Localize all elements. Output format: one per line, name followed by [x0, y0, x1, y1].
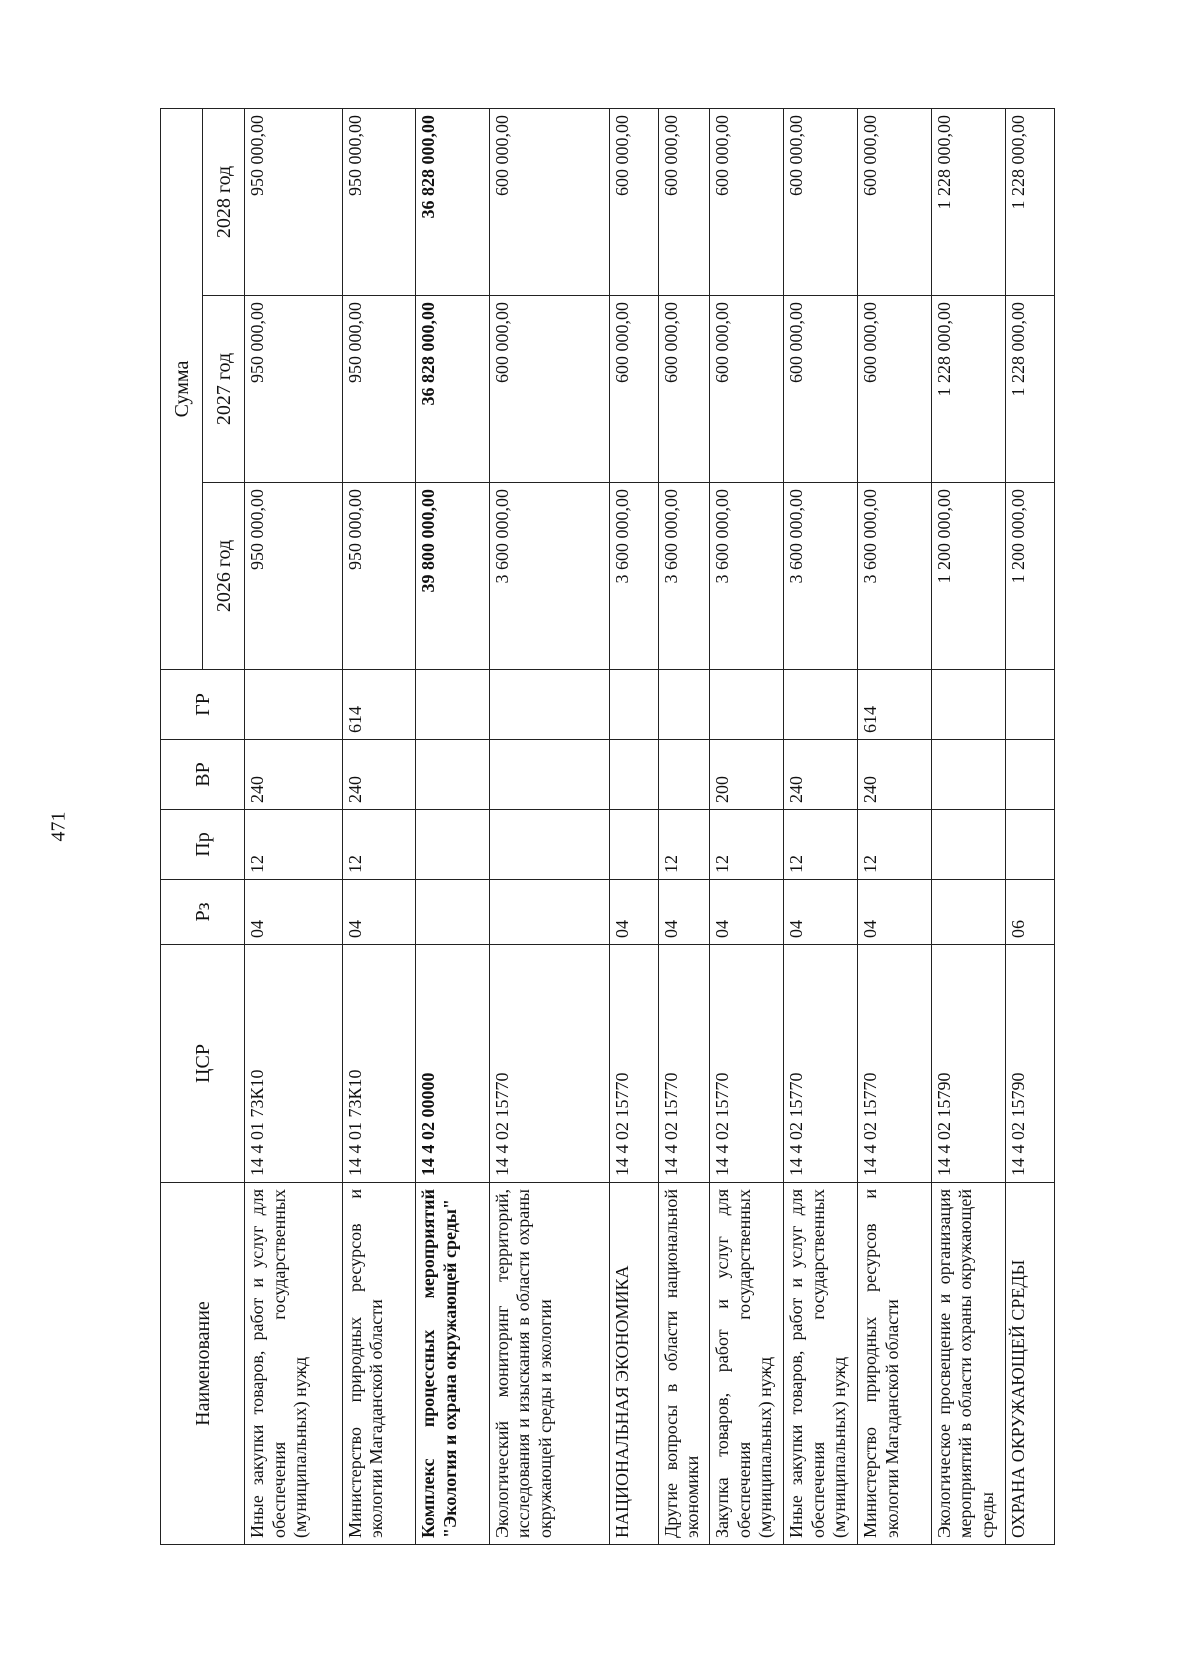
cell-y2026: 950 000,00: [342, 483, 415, 670]
table-row: [1006, 108, 1055, 1544]
cell-name: НАЦИОНАЛЬНАЯ ЭКОНОМИКА: [609, 1183, 658, 1545]
cell-csr: 14 4 02 15790: [1006, 945, 1055, 1183]
cell-y2026: 3 600 000,00: [858, 483, 931, 670]
cell-pr: [489, 810, 609, 880]
header-2028: 2028 год: [203, 108, 245, 295]
cell-name: Комплекс процессных мероприятий "Экология и охрана окружающей среды": [416, 1183, 489, 1545]
cell-y2026: 3 600 000,00: [609, 483, 658, 670]
cell-csr: 14 4 01 73К10: [342, 945, 415, 1183]
cell-vr: 240: [245, 740, 343, 810]
cell-vr: 240: [342, 740, 415, 810]
cell-y2028: 600 000,00: [858, 108, 931, 295]
cell-vr: [1006, 740, 1055, 810]
cell-rz: 04: [658, 880, 709, 945]
cell-y2027: 600 000,00: [784, 296, 858, 483]
cell-pr: [1006, 810, 1055, 880]
header-name: Наименование: [161, 1183, 245, 1545]
cell-rz: 04: [709, 880, 783, 945]
cell-name: Министерство природных ресурсов и экологии Магаданской области: [342, 1183, 415, 1545]
cell-vr: 200: [709, 740, 783, 810]
rotated-table-container: [160, 110, 1055, 1545]
cell-pr: 12: [245, 810, 343, 880]
cell-y2026: 3 600 000,00: [709, 483, 783, 670]
cell-csr: 14 4 02 15770: [489, 945, 609, 1183]
header-gr: ГР: [161, 670, 245, 740]
cell-gr: [658, 670, 709, 740]
cell-name: Министерство природных ресурсов и экологии Магаданской области: [858, 1183, 931, 1545]
cell-rz: [489, 880, 609, 945]
cell-rz: 04: [342, 880, 415, 945]
cell-y2027: 950 000,00: [342, 296, 415, 483]
cell-y2028: 600 000,00: [658, 108, 709, 295]
cell-y2028: 950 000,00: [342, 108, 415, 295]
cell-y2026: 39 800 000,00: [416, 483, 489, 670]
cell-rz: 04: [609, 880, 658, 945]
cell-y2027: 600 000,00: [609, 296, 658, 483]
cell-csr: 14 4 02 15770: [858, 945, 931, 1183]
cell-pr: 12: [658, 810, 709, 880]
cell-gr: 614: [858, 670, 931, 740]
cell-vr: [931, 740, 1005, 810]
cell-csr: 14 4 02 15770: [609, 945, 658, 1183]
cell-name: Экологическое просвещение и организация мероприятий в области охраны окружающей среды: [931, 1183, 1005, 1545]
cell-pr: 12: [342, 810, 415, 880]
page-number: 471: [47, 811, 70, 842]
cell-rz: 04: [245, 880, 343, 945]
table-row: [658, 108, 709, 1544]
cell-vr: [658, 740, 709, 810]
cell-y2026: 1 200 000,00: [931, 483, 1005, 670]
cell-y2026: 950 000,00: [245, 483, 343, 670]
cell-rz: [931, 880, 1005, 945]
cell-y2027: 950 000,00: [245, 296, 343, 483]
cell-y2028: 600 000,00: [709, 108, 783, 295]
budget-table: [160, 108, 1055, 1545]
cell-pr: 12: [784, 810, 858, 880]
cell-csr: 14 4 02 15770: [709, 945, 783, 1183]
cell-name: Другие вопросы в области национальной экономики: [658, 1183, 709, 1545]
cell-gr: [931, 670, 1005, 740]
cell-gr: [784, 670, 858, 740]
cell-y2027: 36 828 000,00: [416, 296, 489, 483]
cell-gr: [489, 670, 609, 740]
cell-csr: 14 4 01 73К10: [245, 945, 343, 1183]
cell-y2028: 950 000,00: [245, 108, 343, 295]
cell-name: Экологический мониторинг территорий, исследования и изыскания в области охраны окружающей среды и экологии: [489, 1183, 609, 1545]
cell-rz: [416, 880, 489, 945]
cell-vr: [489, 740, 609, 810]
cell-y2027: 600 000,00: [658, 296, 709, 483]
header-rz: Рз: [161, 880, 245, 945]
table-row: [784, 108, 858, 1544]
cell-y2026: 3 600 000,00: [489, 483, 609, 670]
cell-y2027: 600 000,00: [489, 296, 609, 483]
cell-y2028: 600 000,00: [609, 108, 658, 295]
table-row: [709, 108, 783, 1544]
cell-y2027: 1 228 000,00: [931, 296, 1005, 483]
header-pr: Пр: [161, 810, 245, 880]
header-csr: ЦСР: [161, 945, 245, 1183]
table-row: [609, 108, 658, 1544]
cell-y2026: 3 600 000,00: [784, 483, 858, 670]
cell-pr: 12: [709, 810, 783, 880]
header-2027: 2027 год: [203, 296, 245, 483]
cell-pr: 12: [858, 810, 931, 880]
cell-csr: 14 4 02 15790: [931, 945, 1005, 1183]
cell-name: Закупка товаров, работ и услуг для обеспечения государственных (муниципальных) нужд: [709, 1183, 783, 1545]
cell-y2028: 1 228 000,00: [1006, 108, 1055, 295]
cell-vr: [416, 740, 489, 810]
cell-y2027: 600 000,00: [858, 296, 931, 483]
cell-y2028: 600 000,00: [784, 108, 858, 295]
cell-y2026: 1 200 000,00: [1006, 483, 1055, 670]
table-row: [416, 108, 489, 1544]
cell-rz: 04: [858, 880, 931, 945]
table-row: [931, 108, 1005, 1544]
cell-gr: [245, 670, 343, 740]
cell-y2027: 1 228 000,00: [1006, 296, 1055, 483]
table-row: [489, 108, 609, 1544]
cell-csr: 14 4 02 15770: [658, 945, 709, 1183]
cell-gr: [1006, 670, 1055, 740]
cell-vr: 240: [858, 740, 931, 810]
cell-name: Иные закупки товаров, работ и услуг для обеспечения государственных (муниципальных) нужд: [784, 1183, 858, 1545]
cell-gr: [416, 670, 489, 740]
cell-y2026: 3 600 000,00: [658, 483, 709, 670]
cell-pr: [609, 810, 658, 880]
cell-vr: 240: [784, 740, 858, 810]
cell-gr: [609, 670, 658, 740]
cell-pr: [416, 810, 489, 880]
table-row: [245, 108, 343, 1544]
cell-vr: [609, 740, 658, 810]
cell-csr: 14 4 02 00000: [416, 945, 489, 1183]
table-row: [342, 108, 415, 1544]
cell-y2028: 1 228 000,00: [931, 108, 1005, 295]
cell-gr: 614: [342, 670, 415, 740]
cell-csr: 14 4 02 15770: [784, 945, 858, 1183]
cell-gr: [709, 670, 783, 740]
cell-y2027: 600 000,00: [709, 296, 783, 483]
cell-name: Иные закупки товаров, работ и услуг для обеспечения государственных (муниципальных) нужд: [245, 1183, 343, 1545]
table-row: [858, 108, 931, 1544]
cell-name: ОХРАНА ОКРУЖАЮЩЕЙ СРЕДЫ: [1006, 1183, 1055, 1545]
header-vr: ВР: [161, 740, 245, 810]
cell-rz: 04: [784, 880, 858, 945]
header-sum: Сумма: [161, 108, 203, 669]
cell-y2028: 600 000,00: [489, 108, 609, 295]
cell-y2028: 36 828 000,00: [416, 108, 489, 295]
header-2026: 2026 год: [203, 483, 245, 670]
cell-pr: [931, 810, 1005, 880]
cell-rz: 06: [1006, 880, 1055, 945]
